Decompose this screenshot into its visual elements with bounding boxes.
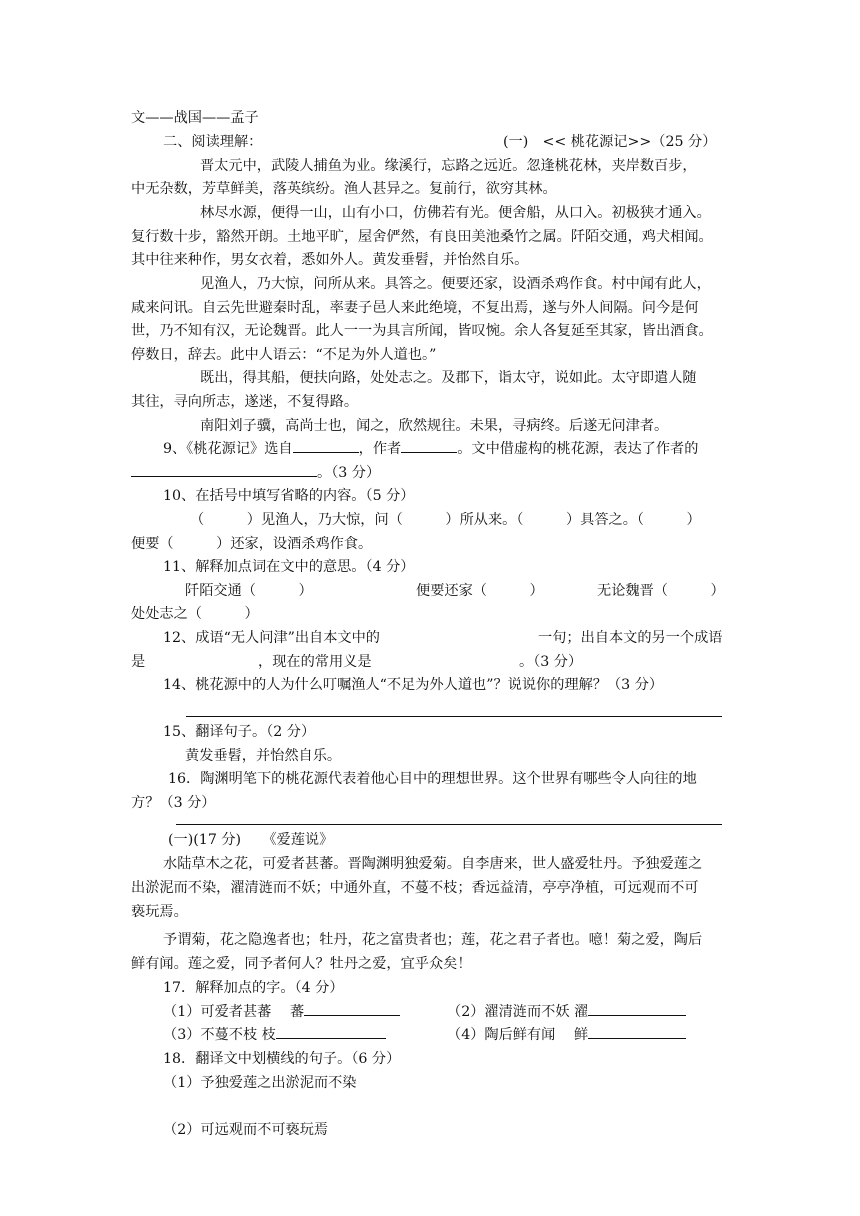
question-12-cont: 一句；出自本文的另一个成语 — [538, 630, 723, 646]
question-17-item — [163, 1000, 400, 1024]
passage-line: 林尽水源，便得一山，山有小口，仿佛若有光。便舍船，从口入。初极狭才通入。 — [200, 205, 711, 221]
question-10-line: （ ）见渔人，乃大惊，问（ ）所从来。（ ）具答之。（ ） — [190, 512, 701, 528]
question-text: （4）陶后鲜有闻 鲜 — [447, 1027, 589, 1043]
passage-line: 水陆草木之花，可爱者甚蕃。晋陶渊明独爱菊。自李唐来，世人盛爱牡丹。予独爱莲之 — [163, 856, 703, 872]
question-16-cont: 方？（3 分） — [131, 795, 216, 811]
passage-line: 予谓菊，花之隐逸者也；牡丹，花之富贵者也；莲，花之君子者也。噫！菊之爱，陶后 — [163, 932, 703, 948]
question-17: 17．解释加点的字。（4 分） — [163, 980, 344, 996]
question-9 — [163, 437, 698, 461]
question-text: 。文中借虚构的桃花源，表达了作者的 — [457, 441, 699, 457]
answer-blank[interactable] — [588, 1000, 686, 1016]
passage-line: 亵玩焉。 — [131, 904, 188, 920]
passage-line: 既出，得其船，便扶向路，处处志之。及郡下，诣太守，说如此。太守即遣人随 — [200, 370, 697, 386]
passage-line: 出淤泥而不染，濯清涟而不妖；中通外直，不蔓不枝；香远益清，亭亭净植，可远观而不可 — [131, 880, 699, 896]
question-10-line: 便要（ ）还家，设酒杀鸡作食。 — [131, 536, 373, 552]
question-text: （1）可爱者甚蕃 蕃 — [163, 1004, 305, 1020]
question-text: （2）濯清涟而不妖 濯 — [447, 1004, 589, 1020]
passage-line: 鲜有闻。莲之爱，同予者何人？牡丹之爱，宜乎众矣！ — [131, 956, 472, 972]
passage-line: 咸来问讯。自云先世避秦时乱，率妻子邑人来此绝境，不复出焉，遂与外人间隔。问今是何 — [131, 300, 699, 316]
question-12-cont: ，现在的常用义是 — [258, 654, 372, 670]
answer-line[interactable] — [186, 716, 722, 717]
question-18-item: （1）予独爱莲之出淤泥而不染 — [163, 1075, 357, 1091]
header-line: 文——战国——孟子 — [131, 110, 259, 126]
question-17-item — [447, 1000, 686, 1024]
question-18: 18．翻译文中划横线的句子。（6 分） — [163, 1051, 401, 1067]
question-16: 16．陶渊明笔下的桃花源代表着他心目中的理想世界。这个世界有哪些令人向往的地 — [168, 771, 697, 787]
answer-blank[interactable] — [588, 1023, 686, 1039]
question-text: （3）不蔓不枝 枝 — [163, 1027, 276, 1043]
question-17-item — [163, 1023, 386, 1047]
passage-line: 晋太元中，武陵人捕鱼为业。缘溪行，忘路之远近。忽逢桃花林，夹岸数百步， — [200, 158, 697, 174]
question-18-item: （2）可远观而不可亵玩焉 — [163, 1122, 329, 1138]
question-10: 10、在括号中填写省略的内容。（5 分） — [163, 488, 415, 504]
section-label: 二、阅读理解： — [163, 134, 263, 150]
question-17-item — [447, 1023, 686, 1047]
question-text: 9、《桃花源记》选自 — [163, 441, 293, 457]
passage-title-taohuayuanji: (一) << 桃花源记>>（25 分） — [503, 134, 717, 150]
question-15-sentence: 黄发垂髫，并怡然自乐。 — [185, 748, 342, 764]
passage-line: 停数日，辞去。此中人语云：“不足为外人道也。” — [131, 347, 437, 363]
passage-line: 世，乃不知有汉，无论魏晋。此人一一为具言所闻，皆叹惋。余人各复延至其家，皆出酒食。 — [131, 323, 713, 339]
question-12-cont: 。（3 分） — [519, 654, 583, 670]
question-11: 11、解释加点词在文中的意思。（4 分） — [163, 559, 415, 575]
question-text: ，作者 — [358, 441, 402, 457]
question-9-cont — [131, 461, 380, 485]
question-15: 15、翻译句子。（2 分） — [163, 724, 316, 740]
passage-line: 其往，寻向所志，遂迷，不复得路。 — [131, 394, 359, 410]
passage-line: 中无杂数，芳草鲜美，落英缤纷。渔人甚异之。复前行，欲穷其林。 — [131, 181, 557, 197]
question-14: 14、桃花源中的人为什么叮嘱渔人“不足为外人道也”？说说你的理解？（3 分） — [163, 677, 664, 693]
answer-blank[interactable] — [293, 437, 359, 453]
question-text: 。（3 分） — [317, 465, 381, 481]
answer-blank[interactable] — [131, 461, 317, 477]
passage-line: 复行数十步，豁然开朗。土地平旷，屋舍俨然，有良田美池桑竹之属。阡陌交通，鸡犬相闻。 — [131, 229, 713, 245]
question-11-item: 便要还家（ ） — [416, 583, 544, 599]
answer-blank[interactable] — [276, 1023, 386, 1039]
answer-line[interactable] — [176, 824, 722, 825]
answer-blank[interactable] — [304, 1000, 400, 1016]
question-11-item: 处处志之（ ） — [131, 606, 259, 622]
passage-line: 其中往来种作，男女衣着，悉如外人。黄发垂髫，并怡然自乐。 — [131, 252, 529, 268]
question-11-item: 无论魏晋（ ） — [597, 583, 725, 599]
passage-title-ailianshuo: (一)(17 分) 《爱莲说》 — [168, 832, 334, 848]
passage-line: 见渔人，乃大惊，问所从来。具答之。便要还家，设酒杀鸡作食。村中闻有此人， — [200, 276, 711, 292]
question-12: 12、成语“无人问津”出自本文中的 — [163, 630, 380, 646]
question-12-cont: 是 — [131, 654, 146, 670]
answer-blank[interactable] — [401, 437, 457, 453]
question-11-item: 阡陌交通（ ） — [185, 583, 313, 599]
passage-line: 南阳刘子骥，高尚士也，闻之，欣然规往。未果，寻病终。后遂无问津者。 — [200, 418, 669, 434]
